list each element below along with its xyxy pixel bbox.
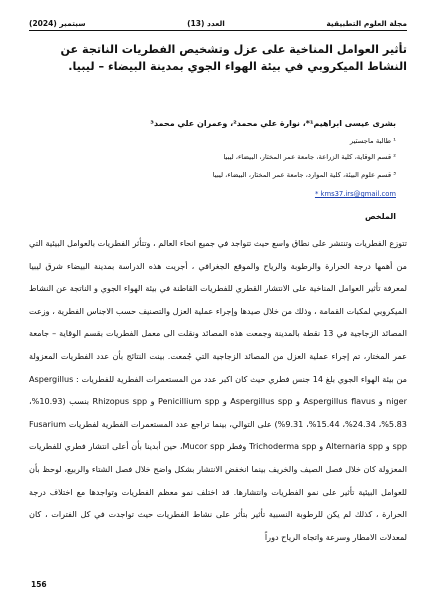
running-header	[29, 13, 407, 31]
paper-title: تأثير العوامل المناخية على عزل وتشخيص الفطريات الناتجة عن النشاط الميكروبي في بيئة الهواء الجوي بمدينة البيضاء – ليبيا.	[60, 43, 407, 73]
abstract-heading: الملخص	[364, 212, 396, 221]
abstract-body	[29, 232, 407, 548]
page-number: 156	[31, 580, 47, 589]
author-email-link[interactable]: * kms37.irs@gmail.com	[314, 190, 396, 198]
journal-name: مجلة العلوم التطبيقية	[326, 19, 407, 28]
title-block	[28, 41, 407, 75]
issue-date: سبتمبر (2024)	[29, 19, 86, 28]
affiliation-2: ² قسم الوقاية، كلية الزراعة، جامعة عمر المختار، البيضاء، ليبيا	[223, 153, 396, 161]
affiliation-1: ¹ طالبة ماجستير	[349, 137, 396, 145]
affiliation-3: ³ قسم علوم البيئة، كلية الموارد، جامعة عمر المختار، البيضاء، ليبيا	[212, 171, 396, 179]
issue-number: العدد (13)	[187, 19, 225, 28]
author-list: بشرى عيسى ابراهيم¹*، نوارة علي محمد²، وعمران علي محمد³	[150, 119, 396, 128]
abstract-paragraph: تتوزع الفطريات وتنتشر على نطاق واسع حيث تتواجد في جميع انحاء العالم ، وتتأثر الفطريات بالعوامل البيئية التي من أهمها درجة الحرارة والرطوبة والرياح والموقع الجغرافي ، أجريت هذه الدراسة بمدينة البيضاء شرق ليبيا لمعرفة تأثير العوامل المناخية على الانتشار القطري للفطريات القاطنة في بيئة الهواء الجوي و الناتجة عن النشاط الميكروبي لمكبات القمامة ، وذلك من خلال صيدها وإجراء عملية العزل والتصنيف حسب الاجناس الفطرية ، وزعت المصائد الزجاجية في 13 نقطة بالمدينة وجمعت هذه المصائد ونقلت الى معمل الفطريات بقسم الوقاية – جامعة عمر المختار، تم إجراء عملية العزل من المصائد الزجاجية التي جُمعت. بينت النتائج بأن عدد الفطريات المعزولة من بيئة الهواء الجوي بلغ 14 جنس فطري حيث كان اكبر عدد من المستعمرات الفطرية للفطريات : Aspergillus niger و Aspergillus flavus و Aspergillus spp و Penicillium spp و Rhizopus spp بنسب (10.93%، 5.83%، 24.34%، 15.44%، 9.31%) على التوالي، بينما تراجع عدد المستعمرات الفطرية لفطريات Fusarium spp و Alternaria spp و Trichoderma spp وفطر Mucor spp، حين أبدينا بأن أعلى انتشار فطري للفطريات المعزولة كان خلال فصل الصيف والخريف بينما انخفض الانتشار بشكل واضح خلال فصل الشتاء والربيع، لوحظ بأن للعوامل البيئية تأثير على نمو الفطريات وانتشارها. قد اختلف نمو معظم الفطريات وتواجدها مع اختلاف درجة الحرارة ، كذلك لم يكن للرطوبة النسبية تأثير بتأثر على نشاط الفطريات حيث تواجدت في كل الفترات ، كان لمعدلات الامطار وسرعة واتجاه الرياح دوراً	[29, 238, 407, 542]
